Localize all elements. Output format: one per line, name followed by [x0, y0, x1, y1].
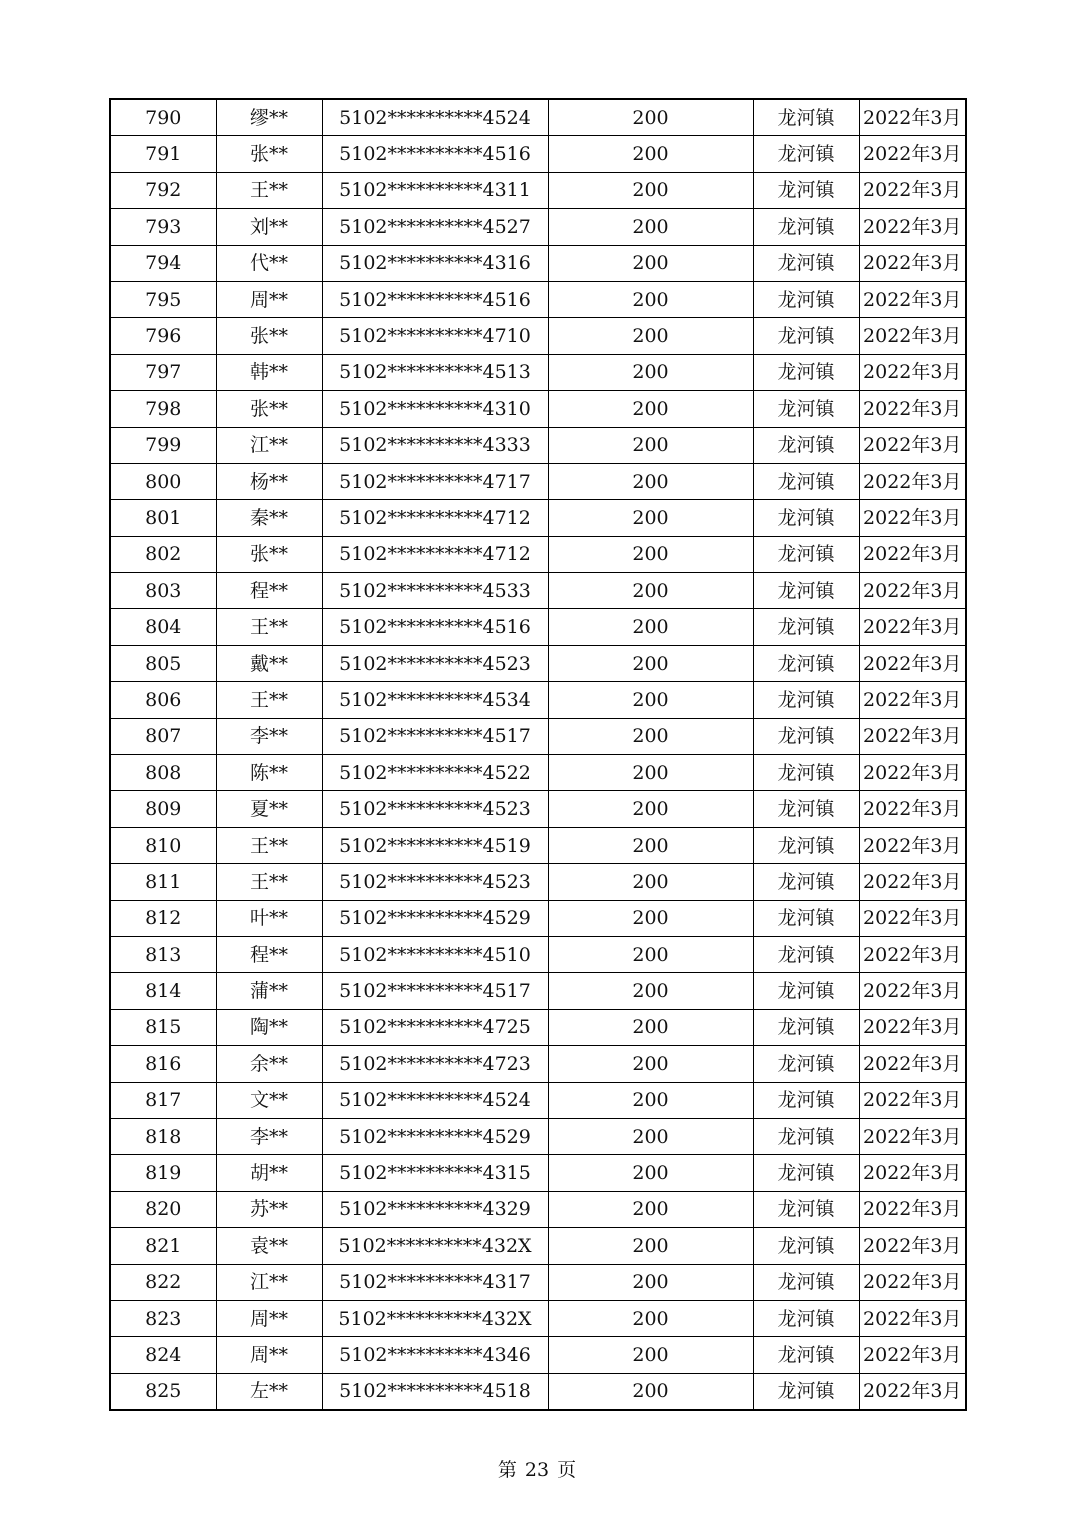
id-number-cell: 5102**********4317	[322, 1264, 548, 1300]
id-number-cell: 5102**********432X	[322, 1300, 548, 1336]
id-number-cell: 5102**********4516	[322, 281, 548, 317]
id-number-cell: 5102**********4316	[322, 245, 548, 281]
serial-number-cell: 794	[110, 245, 216, 281]
name-cell: 秦**	[216, 500, 322, 536]
town-cell: 龙河镇	[753, 1337, 859, 1373]
name-cell: 王**	[216, 864, 322, 900]
town-cell: 龙河镇	[753, 573, 859, 609]
id-number-cell: 5102**********4519	[322, 827, 548, 863]
date-cell: 2022年3月	[859, 1046, 966, 1082]
id-number-cell: 5102**********4723	[322, 1046, 548, 1082]
town-cell: 龙河镇	[753, 427, 859, 463]
amount-cell: 200	[548, 900, 753, 936]
date-cell: 2022年3月	[859, 645, 966, 681]
name-cell: 江**	[216, 427, 322, 463]
town-cell: 龙河镇	[753, 718, 859, 754]
serial-number-cell: 793	[110, 209, 216, 245]
name-cell: 周**	[216, 1300, 322, 1336]
serial-number-cell: 817	[110, 1082, 216, 1118]
id-number-cell: 5102**********4311	[322, 172, 548, 208]
table-row	[110, 864, 966, 900]
table-row	[110, 281, 966, 317]
town-cell: 龙河镇	[753, 1264, 859, 1300]
table-row	[110, 354, 966, 390]
date-cell: 2022年3月	[859, 536, 966, 572]
name-cell: 王**	[216, 827, 322, 863]
serial-number-cell: 803	[110, 573, 216, 609]
date-cell: 2022年3月	[859, 245, 966, 281]
serial-number-cell: 802	[110, 536, 216, 572]
town-cell: 龙河镇	[753, 318, 859, 354]
amount-cell: 200	[548, 1082, 753, 1118]
date-cell: 2022年3月	[859, 973, 966, 1009]
town-cell: 龙河镇	[753, 936, 859, 972]
amount-cell: 200	[548, 136, 753, 172]
name-cell: 周**	[216, 281, 322, 317]
town-cell: 龙河镇	[753, 99, 859, 136]
amount-cell: 200	[548, 354, 753, 390]
town-cell: 龙河镇	[753, 755, 859, 791]
id-number-cell: 5102**********4710	[322, 318, 548, 354]
table-row	[110, 136, 966, 172]
serial-number-cell: 798	[110, 391, 216, 427]
name-cell: 李**	[216, 1118, 322, 1154]
id-number-cell: 5102**********4329	[322, 1191, 548, 1227]
table-row	[110, 900, 966, 936]
table-row	[110, 755, 966, 791]
table-row	[110, 1373, 966, 1410]
date-cell: 2022年3月	[859, 427, 966, 463]
serial-number-cell: 824	[110, 1337, 216, 1373]
name-cell: 周**	[216, 1337, 322, 1373]
amount-cell: 200	[548, 791, 753, 827]
name-cell: 张**	[216, 136, 322, 172]
id-number-cell: 5102**********4522	[322, 755, 548, 791]
id-number-cell: 5102**********4533	[322, 573, 548, 609]
serial-number-cell: 813	[110, 936, 216, 972]
town-cell: 龙河镇	[753, 1009, 859, 1045]
town-cell: 龙河镇	[753, 136, 859, 172]
table-row	[110, 209, 966, 245]
serial-number-cell: 799	[110, 427, 216, 463]
serial-number-cell: 790	[110, 99, 216, 136]
table-row	[110, 682, 966, 718]
name-cell: 蒲**	[216, 973, 322, 1009]
amount-cell: 200	[548, 99, 753, 136]
town-cell: 龙河镇	[753, 645, 859, 681]
amount-cell: 200	[548, 609, 753, 645]
date-cell: 2022年3月	[859, 1264, 966, 1300]
amount-cell: 200	[548, 172, 753, 208]
id-number-cell: 5102**********4524	[322, 1082, 548, 1118]
name-cell: 王**	[216, 682, 322, 718]
id-number-cell: 5102**********4516	[322, 609, 548, 645]
id-number-cell: 5102**********4523	[322, 645, 548, 681]
date-cell: 2022年3月	[859, 864, 966, 900]
id-number-cell: 5102**********4518	[322, 1373, 548, 1410]
date-cell: 2022年3月	[859, 391, 966, 427]
serial-number-cell: 796	[110, 318, 216, 354]
name-cell: 胡**	[216, 1155, 322, 1191]
table-row	[110, 245, 966, 281]
id-number-cell: 5102**********4513	[322, 354, 548, 390]
page-footer	[0, 1455, 1074, 1482]
name-cell: 苏**	[216, 1191, 322, 1227]
serial-number-cell: 818	[110, 1118, 216, 1154]
amount-cell: 200	[548, 755, 753, 791]
id-number-cell: 5102**********4712	[322, 536, 548, 572]
name-cell: 王**	[216, 609, 322, 645]
amount-cell: 200	[548, 1155, 753, 1191]
town-cell: 龙河镇	[753, 172, 859, 208]
serial-number-cell: 825	[110, 1373, 216, 1410]
table-row	[110, 1300, 966, 1336]
date-cell: 2022年3月	[859, 573, 966, 609]
footer-prefix: 第	[497, 1459, 517, 1481]
id-number-cell: 5102**********4534	[322, 682, 548, 718]
table-row	[110, 1009, 966, 1045]
name-cell: 左**	[216, 1373, 322, 1410]
amount-cell: 200	[548, 391, 753, 427]
name-cell: 戴**	[216, 645, 322, 681]
id-number-cell: 5102**********4527	[322, 209, 548, 245]
table-row	[110, 936, 966, 972]
town-cell: 龙河镇	[753, 864, 859, 900]
table-row	[110, 318, 966, 354]
town-cell: 龙河镇	[753, 500, 859, 536]
table-row	[110, 1155, 966, 1191]
name-cell: 刘**	[216, 209, 322, 245]
date-cell: 2022年3月	[859, 682, 966, 718]
table-row	[110, 609, 966, 645]
date-cell: 2022年3月	[859, 827, 966, 863]
id-number-cell: 5102**********4523	[322, 864, 548, 900]
id-number-cell: 5102**********4333	[322, 427, 548, 463]
id-number-cell: 5102**********4523	[322, 791, 548, 827]
name-cell: 韩**	[216, 354, 322, 390]
name-cell: 江**	[216, 1264, 322, 1300]
name-cell: 王**	[216, 172, 322, 208]
table-row	[110, 1046, 966, 1082]
serial-number-cell: 797	[110, 354, 216, 390]
date-cell: 2022年3月	[859, 172, 966, 208]
table-row	[110, 973, 966, 1009]
serial-number-cell: 821	[110, 1228, 216, 1264]
amount-cell: 200	[548, 281, 753, 317]
date-cell: 2022年3月	[859, 281, 966, 317]
table-row	[110, 99, 966, 136]
name-cell: 叶**	[216, 900, 322, 936]
table-row	[110, 1118, 966, 1154]
serial-number-cell: 814	[110, 973, 216, 1009]
table-row	[110, 391, 966, 427]
serial-number-cell: 800	[110, 463, 216, 499]
name-cell: 陈**	[216, 755, 322, 791]
amount-cell: 200	[548, 1009, 753, 1045]
name-cell: 程**	[216, 936, 322, 972]
table-row	[110, 791, 966, 827]
date-cell: 2022年3月	[859, 791, 966, 827]
serial-number-cell: 795	[110, 281, 216, 317]
roster-table-body	[110, 99, 966, 1410]
town-cell: 龙河镇	[753, 682, 859, 718]
date-cell: 2022年3月	[859, 136, 966, 172]
id-number-cell: 5102**********4510	[322, 936, 548, 972]
amount-cell: 200	[548, 682, 753, 718]
amount-cell: 200	[548, 209, 753, 245]
table-row	[110, 536, 966, 572]
date-cell: 2022年3月	[859, 755, 966, 791]
id-number-cell: 5102**********4725	[322, 1009, 548, 1045]
id-number-cell: 5102**********4712	[322, 500, 548, 536]
serial-number-cell: 791	[110, 136, 216, 172]
date-cell: 2022年3月	[859, 318, 966, 354]
name-cell: 杨**	[216, 463, 322, 499]
serial-number-cell: 808	[110, 755, 216, 791]
town-cell: 龙河镇	[753, 1118, 859, 1154]
town-cell: 龙河镇	[753, 791, 859, 827]
table-row	[110, 172, 966, 208]
roster-table	[109, 98, 967, 1411]
name-cell: 张**	[216, 318, 322, 354]
serial-number-cell: 823	[110, 1300, 216, 1336]
town-cell: 龙河镇	[753, 1046, 859, 1082]
footer-suffix: 页	[557, 1459, 577, 1481]
name-cell: 张**	[216, 536, 322, 572]
town-cell: 龙河镇	[753, 391, 859, 427]
table-row	[110, 645, 966, 681]
name-cell: 夏**	[216, 791, 322, 827]
town-cell: 龙河镇	[753, 245, 859, 281]
date-cell: 2022年3月	[859, 718, 966, 754]
name-cell: 袁**	[216, 1228, 322, 1264]
amount-cell: 200	[548, 936, 753, 972]
town-cell: 龙河镇	[753, 1155, 859, 1191]
town-cell: 龙河镇	[753, 609, 859, 645]
serial-number-cell: 822	[110, 1264, 216, 1300]
town-cell: 龙河镇	[753, 1300, 859, 1336]
table-row	[110, 500, 966, 536]
amount-cell: 200	[548, 427, 753, 463]
id-number-cell: 5102**********4517	[322, 973, 548, 1009]
amount-cell: 200	[548, 573, 753, 609]
date-cell: 2022年3月	[859, 1118, 966, 1154]
amount-cell: 200	[548, 864, 753, 900]
date-cell: 2022年3月	[859, 609, 966, 645]
amount-cell: 200	[548, 1191, 753, 1227]
serial-number-cell: 807	[110, 718, 216, 754]
date-cell: 2022年3月	[859, 1337, 966, 1373]
serial-number-cell: 816	[110, 1046, 216, 1082]
id-number-cell: 5102**********4346	[322, 1337, 548, 1373]
date-cell: 2022年3月	[859, 936, 966, 972]
date-cell: 2022年3月	[859, 900, 966, 936]
serial-number-cell: 819	[110, 1155, 216, 1191]
town-cell: 龙河镇	[753, 827, 859, 863]
id-number-cell: 5102**********4516	[322, 136, 548, 172]
serial-number-cell: 806	[110, 682, 216, 718]
table-row	[110, 427, 966, 463]
date-cell: 2022年3月	[859, 354, 966, 390]
date-cell: 2022年3月	[859, 1082, 966, 1118]
town-cell: 龙河镇	[753, 1228, 859, 1264]
table-row	[110, 1264, 966, 1300]
town-cell: 龙河镇	[753, 536, 859, 572]
amount-cell: 200	[548, 245, 753, 281]
serial-number-cell: 804	[110, 609, 216, 645]
town-cell: 龙河镇	[753, 1082, 859, 1118]
date-cell: 2022年3月	[859, 1300, 966, 1336]
amount-cell: 200	[548, 1337, 753, 1373]
amount-cell: 200	[548, 1264, 753, 1300]
serial-number-cell: 815	[110, 1009, 216, 1045]
date-cell: 2022年3月	[859, 463, 966, 499]
table-row	[110, 1337, 966, 1373]
date-cell: 2022年3月	[859, 1228, 966, 1264]
page-number: 23	[524, 1459, 550, 1481]
town-cell: 龙河镇	[753, 281, 859, 317]
table-row	[110, 718, 966, 754]
date-cell: 2022年3月	[859, 1009, 966, 1045]
table-row	[110, 463, 966, 499]
amount-cell: 200	[548, 645, 753, 681]
name-cell: 缪**	[216, 99, 322, 136]
id-number-cell: 5102**********4529	[322, 1118, 548, 1154]
amount-cell: 200	[548, 318, 753, 354]
amount-cell: 200	[548, 827, 753, 863]
amount-cell: 200	[548, 1373, 753, 1410]
serial-number-cell: 820	[110, 1191, 216, 1227]
table-row	[110, 573, 966, 609]
amount-cell: 200	[548, 1118, 753, 1154]
town-cell: 龙河镇	[753, 900, 859, 936]
date-cell: 2022年3月	[859, 500, 966, 536]
serial-number-cell: 809	[110, 791, 216, 827]
id-number-cell: 5102**********432X	[322, 1228, 548, 1264]
town-cell: 龙河镇	[753, 973, 859, 1009]
amount-cell: 200	[548, 1046, 753, 1082]
id-number-cell: 5102**********4517	[322, 718, 548, 754]
id-number-cell: 5102**********4717	[322, 463, 548, 499]
serial-number-cell: 811	[110, 864, 216, 900]
date-cell: 2022年3月	[859, 99, 966, 136]
date-cell: 2022年3月	[859, 1373, 966, 1410]
date-cell: 2022年3月	[859, 209, 966, 245]
amount-cell: 200	[548, 500, 753, 536]
amount-cell: 200	[548, 973, 753, 1009]
town-cell: 龙河镇	[753, 209, 859, 245]
town-cell: 龙河镇	[753, 354, 859, 390]
name-cell: 余**	[216, 1046, 322, 1082]
table-row	[110, 827, 966, 863]
amount-cell: 200	[548, 1300, 753, 1336]
id-number-cell: 5102**********4529	[322, 900, 548, 936]
town-cell: 龙河镇	[753, 1191, 859, 1227]
name-cell: 李**	[216, 718, 322, 754]
id-number-cell: 5102**********4315	[322, 1155, 548, 1191]
serial-number-cell: 812	[110, 900, 216, 936]
date-cell: 2022年3月	[859, 1155, 966, 1191]
serial-number-cell: 810	[110, 827, 216, 863]
name-cell: 代**	[216, 245, 322, 281]
name-cell: 张**	[216, 391, 322, 427]
id-number-cell: 5102**********4310	[322, 391, 548, 427]
town-cell: 龙河镇	[753, 463, 859, 499]
name-cell: 程**	[216, 573, 322, 609]
name-cell: 文**	[216, 1082, 322, 1118]
id-number-cell: 5102**********4524	[322, 99, 548, 136]
date-cell: 2022年3月	[859, 1191, 966, 1227]
town-cell: 龙河镇	[753, 1373, 859, 1410]
table-row	[110, 1082, 966, 1118]
amount-cell: 200	[548, 718, 753, 754]
name-cell: 陶**	[216, 1009, 322, 1045]
serial-number-cell: 805	[110, 645, 216, 681]
amount-cell: 200	[548, 1228, 753, 1264]
table-row	[110, 1228, 966, 1264]
serial-number-cell: 792	[110, 172, 216, 208]
serial-number-cell: 801	[110, 500, 216, 536]
amount-cell: 200	[548, 463, 753, 499]
table-row	[110, 1191, 966, 1227]
amount-cell: 200	[548, 536, 753, 572]
